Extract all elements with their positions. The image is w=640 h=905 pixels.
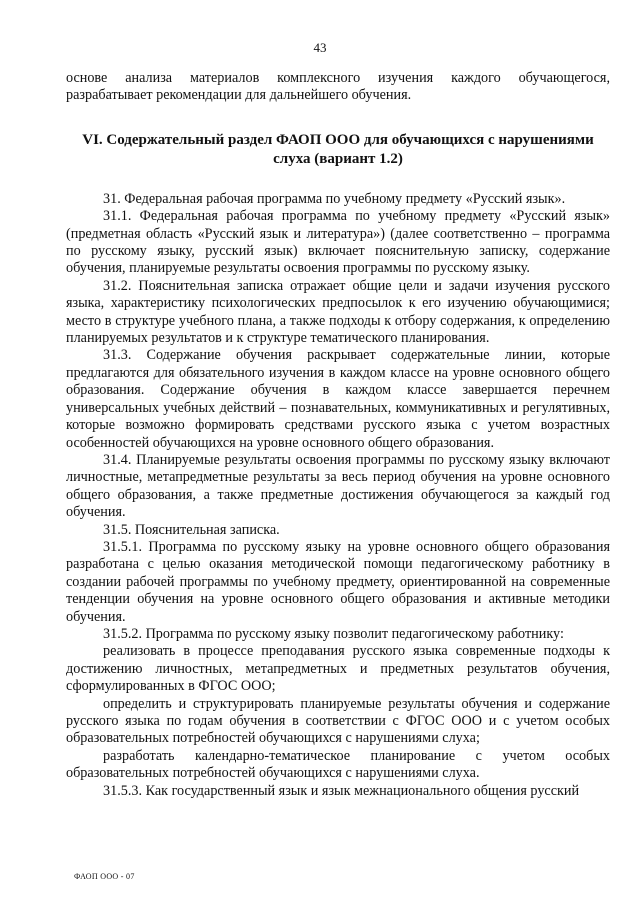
paragraph-31-5-3: 31.5.3. Как государственный язык и язык межнационального общения русский xyxy=(103,782,580,799)
section-heading: VI. Содержательный раздел ФАОП ООО для обучающихся с нарушениями слуха (вариант 1.2) xyxy=(82,131,594,167)
paragraph-31-5: 31.5. Пояснительная записка. xyxy=(103,521,280,538)
paragraph-31-3: 31.3. Содержание обучения раскрывает содержательные линии, которые предлагаются для обязательного изучения в каждом классе на уровне основного общего образования. Содержание обучения в каждом классе завершается перечнем универсальных учебных действий – познавательных, коммуникативных и регулятивных, которые возможно формировать средствами русского языка с учетом возрастных особенностей обучающихся на уровне основного общего образования. xyxy=(66,347,610,451)
page-number: 43 xyxy=(313,40,327,55)
list-item-develop: разработать календарно-тематическое планирование с учетом особых образовательных потребностей обучающихся с нарушениями слуха. xyxy=(66,747,610,782)
intro-paragraph: основе анализа материалов комплексного изучения каждого обучающегося, разрабатывает рекомендации для дальнейшего обучения. xyxy=(66,70,610,104)
page-content xyxy=(66,70,610,800)
paragraph-31-4: 31.4. Планируемые результаты освоения программы по русскому языку включают личностные, метапредметные результаты за весь период обучения на уровне основного общего образования, а также предметные достижения обучающегося за каждый год обучения. xyxy=(66,451,610,521)
paragraph-31: 31. Федеральная рабочая программа по учебному предмету «Русский язык». xyxy=(103,190,566,207)
paragraph-31-1: 31.1. Федеральная рабочая программа по учебному предмету «Русский язык» (предметная область «Русский язык и литература») (далее соответственно – программа по русскому языку, русский язык) включает пояснительную записку, содержание обучения, планируемые результаты освоения программы по русскому языку. xyxy=(66,208,610,277)
paragraph-31-5-2: 31.5.2. Программа по русскому языку позволит педагогическому работнику: xyxy=(103,625,564,642)
list-item-implement: реализовать в процессе преподавания русского языка современные подходы к достижению личностных, метапредметных и предметных результатов обучения, сформулированных в ФГОС ООО; xyxy=(66,643,610,695)
paragraph-31-2: 31.2. Пояснительная записка отражает общие цели и задачи изучения русского языка, характеристику психологических предпосылок к его изучению обучающимися; место в структуре учебного плана, а также подходы к отбору содержания, к определению планируемых результатов и к структуре тематического планирования. xyxy=(66,277,610,347)
paragraph-31-5-1: 31.5.1. Программа по русскому языку на уровне основного общего образования разработана с целью оказания методической помощи педагогическому работнику в создании рабочей программы по учебному предмету, ориентированной на современные тенденции обучения на уровне основного общего образования и активные методики обучения. xyxy=(66,538,610,625)
list-item-define: определить и структурировать планируемые результаты обучения и содержание русского языка по годам обучения в соответствии с ФГОС ООО и с учетом особых образовательных потребностей обучающихся с нарушениями слуха; xyxy=(66,695,610,747)
footer-code: ФАОП ООО - 07 xyxy=(74,872,135,881)
